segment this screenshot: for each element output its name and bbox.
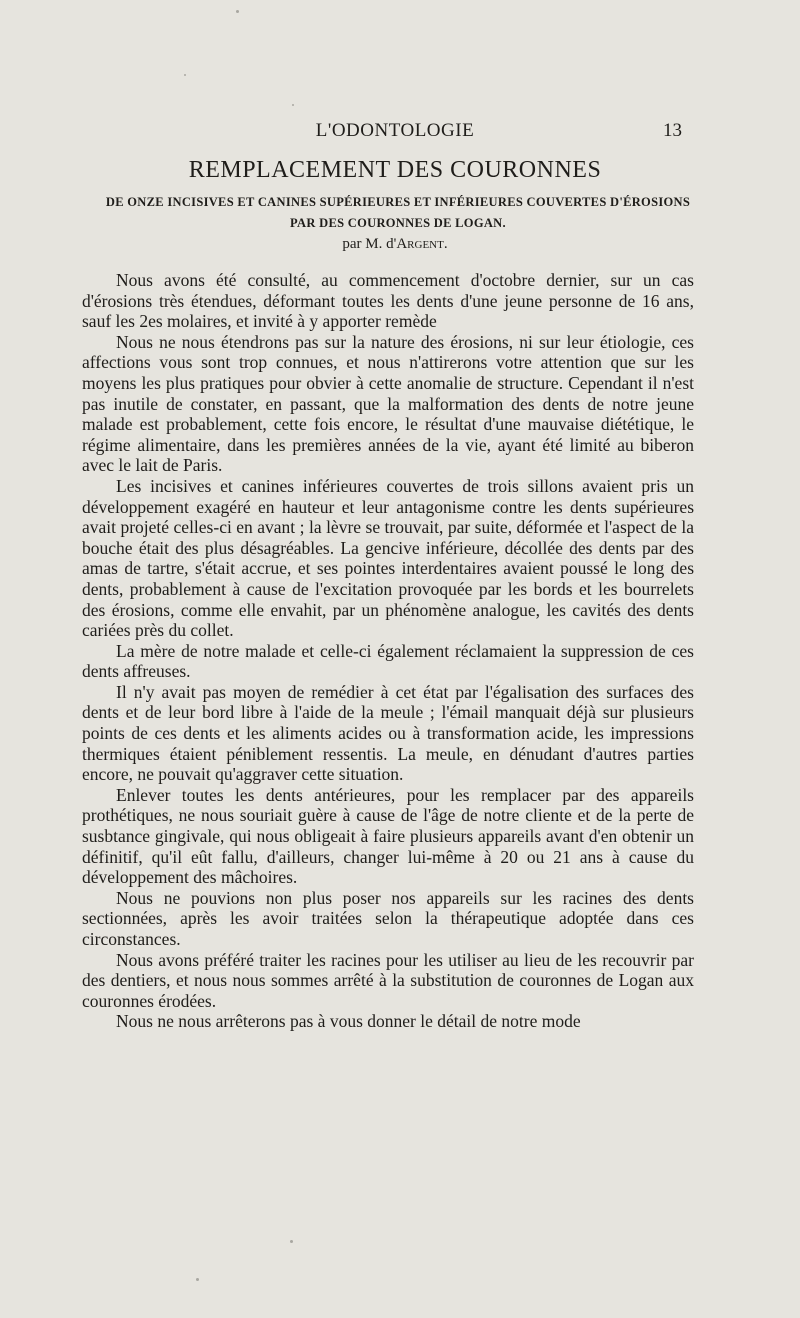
page-number: 13: [663, 120, 682, 141]
paper-speck: [196, 1278, 199, 1281]
author-prefix: par M. d': [342, 236, 397, 252]
paragraph: Il n'y avait pas moyen de remédier à cet état par l'égalisation des surfaces des dents et de leur bord libre à l'aide de la meule ; l'émail manquait déjà sur plusieurs points de ces dents et les aliments acides ou à transformation acide, les impressions thermiques étaient péniblement ressentis. La meule, en dénudant d'autres parties encore, ne pouvait qu'aggraver cette situation.: [82, 681, 694, 785]
article-subtitle: DE ONZE INCISIVES ET CANINES SUPÉRIEURES ET INFÉRIEURES COUVERTES D'ÉROSIONS PAR DES COURONNES DE LOGAN.: [105, 195, 691, 230]
paper-speck: [292, 104, 294, 106]
paragraph: Nous avons été consulté, au commencement d'octobre dernier, sur un cas d'érosions très étendues, déformant toutes les dents d'une jeune personne de 16 ans, sauf les 2es molaires, et invité à y apporter remède: [82, 270, 694, 332]
author-line: [108, 236, 682, 253]
paper-speck: [236, 10, 239, 13]
author-name: Argent.: [396, 236, 448, 252]
paragraph: Nous ne pouvions non plus poser nos appareils sur les racines des dents sectionnées, après les avoir traitées selon la thérapeutique adoptée dans ces circonstances.: [82, 887, 694, 949]
running-title: L'ODONTOLOGIE: [315, 120, 475, 141]
article-title: REMPLACEMENT DES COURONNES: [188, 157, 602, 183]
paragraph: Nous ne nous arrêterons pas à vous donner le détail de notre mode: [116, 1011, 581, 1032]
paragraph: Les incisives et canines inférieures couvertes de trois sillons avaient pris un développement exagéré en hauteur et leur antagonisme contre les dents supérieures avait projeté celles-ci en avant ; la lèvre se trouvait, par suite, déformée et l'aspect de la bouche était des plus désagréables. La gencive inférieure, décollée des dents par des amas de tartre, s'était accrue, et ses pointes interdentaires avaient poussé le long des dents, probablement à cause de l'excitation provoquée par les bords et les bourrelets des érosions, comme elle envahit, par un phénomène analogue, les cavités des dents cariées près du collet.: [82, 475, 694, 641]
paper-speck: [290, 1240, 293, 1243]
paragraph: Enlever toutes les dents antérieures, pour les remplacer par des appareils prothétiques, ne nous souriait guère à cause de l'âge de notre cliente et de la perte de susbtance gingivale, qui nous obligeait à faire plusieurs appareils avant d'en obtenir un définitif, qu'il eût fallu, d'ailleurs, changer lui-même à 20 ou 21 ans à cause du développement des mâchoires.: [82, 784, 694, 888]
article-body: [82, 270, 694, 1032]
paragraph: Nous avons préféré traiter les racines pour les utiliser au lieu de les recouvrir par des dentiers, et nous nous sommes arrêté à la substitution de couronnes de Logan aux couronnes érodées.: [82, 949, 694, 1011]
paragraph: Nous ne nous étendrons pas sur la nature des érosions, ni sur leur étiologie, ces affections vous sont trop connues, et nous n'attirerons votre attention que sur les moyens les plus pratiques pour obvier à cette anomalie de structure. Cependant il n'est pas inutile de constater, en passant, que la malformation des dents de notre jeune malade est probablement, cette fois encore, le résultat d'une mauvaise diététique, le régime alimentaire, dans les premières années de la vie, ayant été limité au biberon avec le lait de Paris.: [82, 331, 694, 476]
paper-speck: [184, 74, 186, 76]
paragraph: La mère de notre malade et celle-ci également réclamaient la suppression de ces dents affreuses.: [82, 640, 694, 682]
running-header: [108, 120, 682, 144]
